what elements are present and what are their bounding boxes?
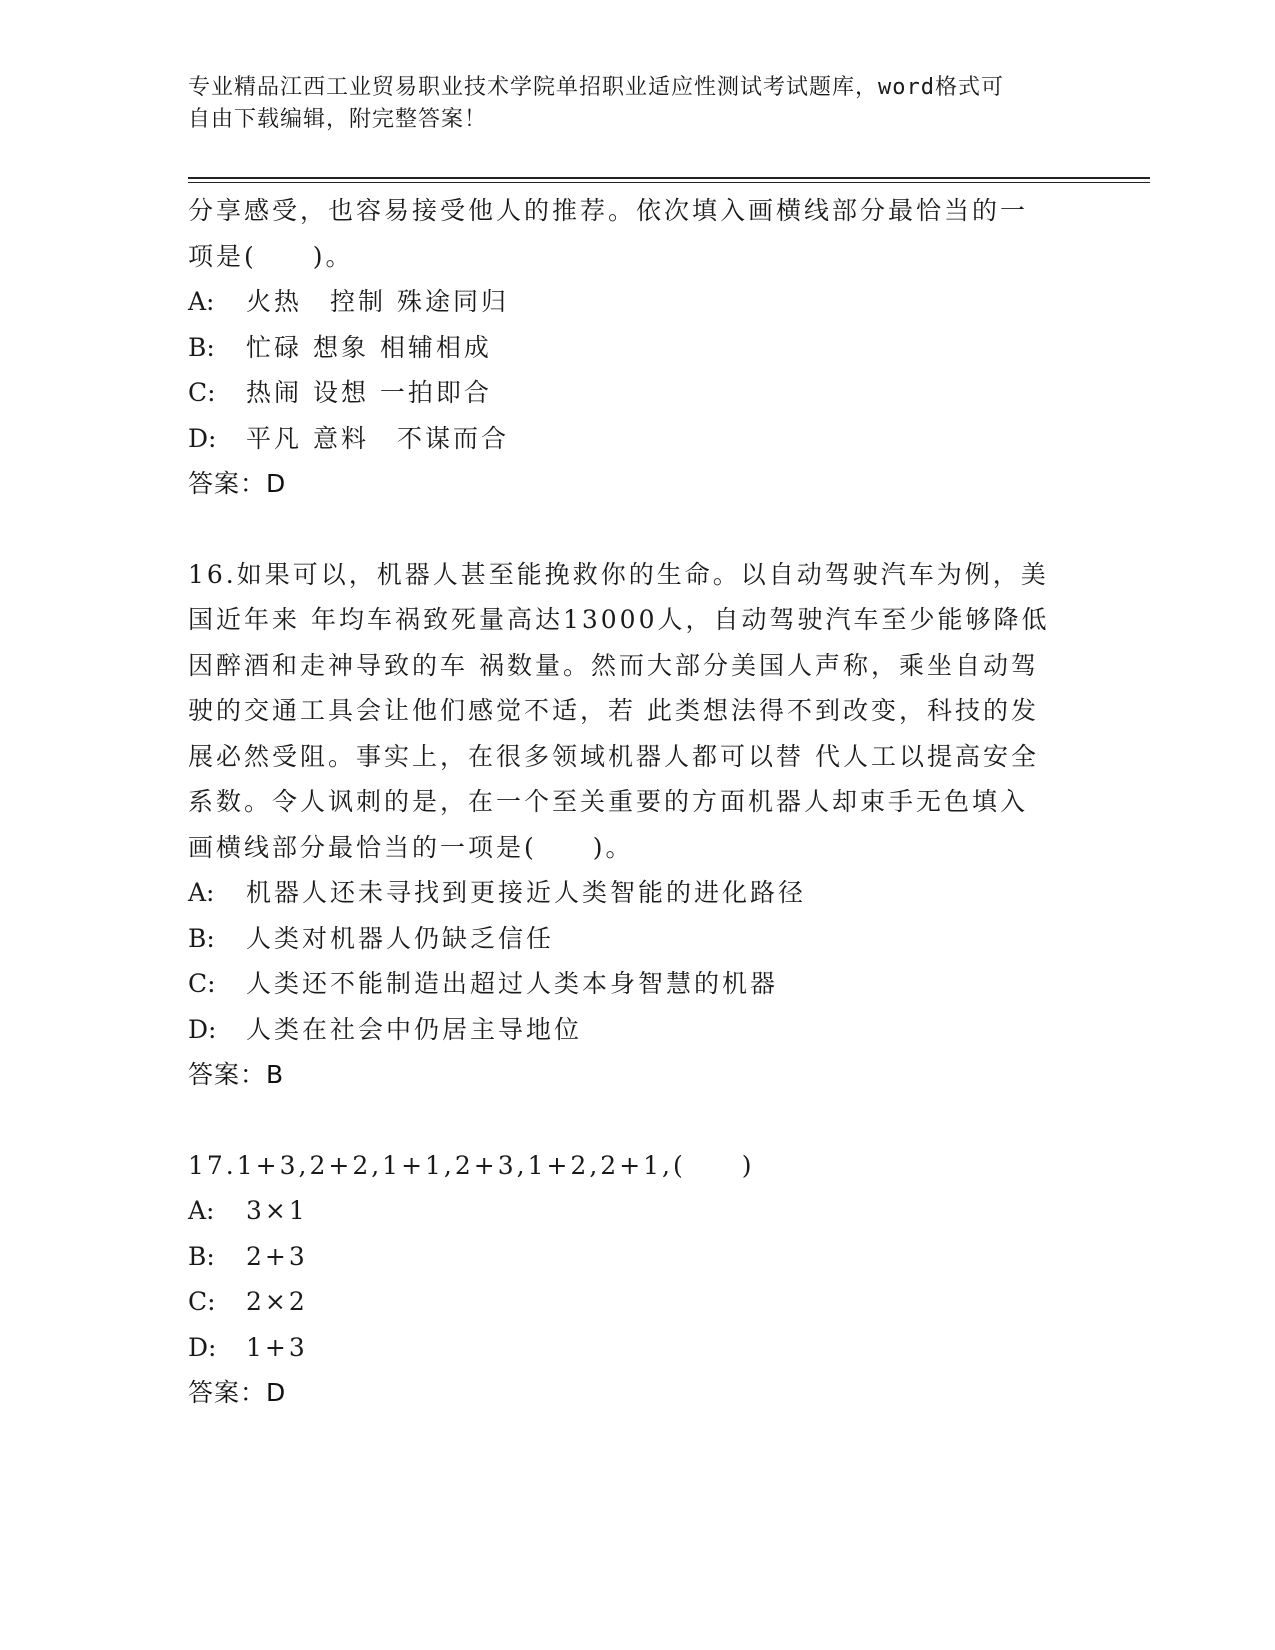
option-text: 2×2 (246, 1287, 308, 1316)
option-text: 机器人还未寻找到更接近人类智能的进化路径 (246, 878, 807, 907)
question-16 (188, 552, 1088, 1098)
option-a (188, 870, 1088, 916)
header-divider (188, 177, 1150, 183)
option-b (188, 1234, 1088, 1280)
question-stem-line: 分享感受，也容易接受他人的推荐。依次填入画横线部分最恰当的一 (188, 196, 1029, 225)
question-stem-line: 17.1+3,2+2,1+1,2+3,1+2,2+1,( ) (188, 1150, 755, 1180)
question-stem-line: 国近年来 年均车祸致死量高达13000人，自动驾驶汽车至少能够降低 (188, 605, 1050, 634)
option-a (188, 279, 1088, 325)
question-stem-line: 项是( )。 (188, 241, 354, 271)
option-text: 1+3 (246, 1332, 308, 1362)
option-text: 人类还不能制造出超过人类本身智慧的机器 (246, 969, 779, 998)
header-line-2: 自由下载编辑，附完整答案！ (188, 107, 488, 132)
option-c (188, 1279, 1088, 1325)
option-text: 平凡 意料 不谋而合 (246, 423, 509, 453)
document-body (188, 188, 1088, 1416)
option-letter: B: (188, 332, 215, 362)
option-text: 2+3 (246, 1241, 308, 1271)
option-letter: D: (188, 1332, 217, 1362)
answer-line: 答案：D (188, 469, 287, 498)
page-header (188, 72, 1068, 136)
option-text: 3×1 (246, 1196, 308, 1225)
question-stem-line: 16.如果可以，机器人甚至能挽救你的生命。以自动驾驶汽车为例，美 (188, 559, 1049, 589)
question-stem-line: 画横线部分最恰当的一项是( )。 (188, 832, 634, 862)
option-text: 火热 控制 殊途同归 (246, 287, 509, 316)
answer-line: 答案：B (188, 1060, 285, 1089)
question-stem-line: 驶的交通工具会让他们感觉不适，若 此类想法得不到改变，科技的发 (188, 696, 1039, 725)
option-letter: A: (188, 1196, 215, 1225)
option-c (188, 370, 1088, 416)
option-letter: C: (188, 378, 216, 407)
question-stem-line: 因醉酒和走神导致的车 祸数量。然而大部分美国人声称，乘坐自动驾 (188, 650, 1039, 680)
option-d (188, 1325, 1088, 1371)
option-d (188, 1007, 1088, 1053)
question-spacer (188, 1098, 1088, 1143)
answer-line: 答案：D (188, 1378, 287, 1407)
question-stem-line: 展必然受阻。事实上，在很多领域机器人都可以替 代人工以提高安全 (188, 741, 1039, 771)
option-text: 人类对机器人仍缺乏信任 (246, 923, 555, 953)
option-letter: D: (188, 423, 217, 453)
question-spacer (188, 507, 1088, 552)
option-d (188, 416, 1088, 462)
option-letter: A: (188, 878, 215, 907)
option-letter: B: (188, 1241, 215, 1271)
question-stem-line: 系数。令人讽刺的是，在一个至关重要的方面机器人却束手无色填入 (188, 787, 1029, 816)
option-letter: C: (188, 969, 216, 998)
option-letter: D: (188, 1014, 217, 1044)
option-c (188, 961, 1088, 1007)
question-17 (188, 1143, 1088, 1416)
option-text: 人类在社会中仍居主导地位 (246, 1014, 583, 1044)
question-15 (188, 188, 1088, 507)
option-letter: A: (188, 287, 215, 316)
option-letter: B: (188, 923, 215, 953)
option-text: 热闹 设想 一拍即合 (246, 378, 492, 407)
option-letter: C: (188, 1287, 216, 1316)
option-b (188, 916, 1088, 962)
option-a (188, 1188, 1088, 1234)
header-line-1: 专业精品江西工业贸易职业技术学院单招职业适应性测试考试题库，word格式可 (188, 75, 1004, 100)
option-text: 忙碌 想象 相辅相成 (246, 332, 492, 362)
option-b (188, 325, 1088, 371)
